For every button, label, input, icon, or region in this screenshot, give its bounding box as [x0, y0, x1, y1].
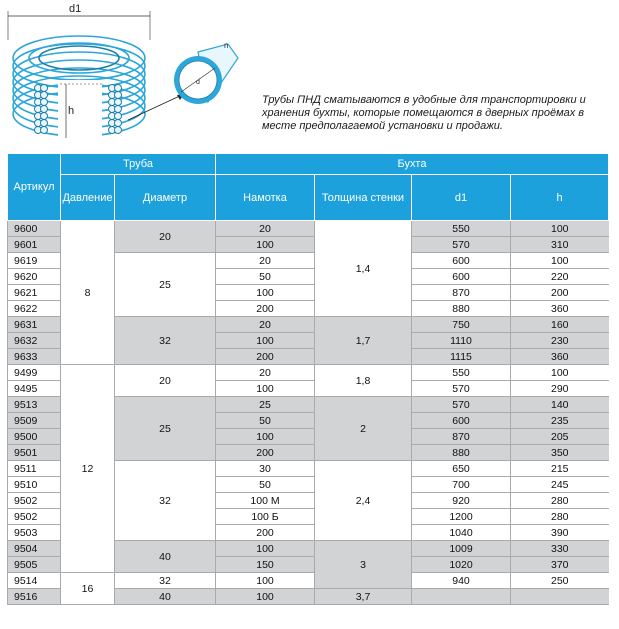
h-cell: 245	[511, 477, 609, 493]
diameter-cell: 32	[115, 573, 216, 589]
article-cell: 9502	[8, 493, 61, 509]
article-cell: 9510	[8, 477, 61, 493]
article-cell: 9600	[8, 221, 61, 237]
winding-cell: 150	[216, 557, 315, 573]
winding-cell: 100	[216, 285, 315, 301]
d1-cell: 940	[412, 573, 511, 589]
article-cell: 9501	[8, 445, 61, 461]
article-cell: 9499	[8, 365, 61, 381]
h-dimension-label: h	[68, 105, 75, 117]
d1-cell: 870	[412, 285, 511, 301]
article-cell: 9503	[8, 525, 61, 541]
d1-cell: 750	[412, 317, 511, 333]
h-cell: 230	[511, 333, 609, 349]
d1-cell	[412, 589, 511, 605]
article-cell: 9621	[8, 285, 61, 301]
article-cell: 9516	[8, 589, 61, 605]
h-cell: 235	[511, 413, 609, 429]
article-cell: 9509	[8, 413, 61, 429]
winding-cell: 20	[216, 317, 315, 333]
winding-cell: 100 М	[216, 493, 315, 509]
winding-cell: 25	[216, 397, 315, 413]
h-cell: 215	[511, 461, 609, 477]
h-cell: 330	[511, 541, 609, 557]
table-row	[8, 221, 609, 237]
winding-cell: 200	[216, 445, 315, 461]
winding-cell: 200	[216, 349, 315, 365]
article-cell: 9511	[8, 461, 61, 477]
header-pipe: Труба	[61, 154, 216, 175]
article-cell: 9514	[8, 573, 61, 589]
wall-cell: 1,7	[315, 317, 412, 365]
header-diameter: Диаметр	[115, 175, 216, 221]
pointer-arrow	[128, 94, 184, 120]
article-cell: 9504	[8, 541, 61, 557]
winding-cell: 20	[216, 221, 315, 237]
h-cell: 200	[511, 285, 609, 301]
d1-cell: 1115	[412, 349, 511, 365]
winding-cell: 100	[216, 381, 315, 397]
header-h: h	[511, 175, 609, 221]
h-cell: 360	[511, 349, 609, 365]
header-article: Артикул	[8, 154, 61, 221]
h-cell: 205	[511, 429, 609, 445]
d1-cell: 1020	[412, 557, 511, 573]
header-winding: Намотка	[216, 175, 315, 221]
h-cell: 140	[511, 397, 609, 413]
coil-spec-table	[7, 153, 609, 605]
h-cell: 280	[511, 509, 609, 525]
wall-cell: 3,7	[315, 589, 412, 605]
diameter-cell: 25	[115, 397, 216, 461]
diameter-cell: 20	[115, 365, 216, 397]
d1-cell: 550	[412, 221, 511, 237]
diameter-cell: 32	[115, 317, 216, 365]
h-cell: 280	[511, 493, 609, 509]
winding-cell: 200	[216, 301, 315, 317]
d1-cell: 880	[412, 445, 511, 461]
h-cell: 290	[511, 381, 609, 397]
h-cell: 220	[511, 269, 609, 285]
winding-cell: 20	[216, 365, 315, 381]
h-cell: 100	[511, 221, 609, 237]
diameter-cell: 40	[115, 589, 216, 605]
winding-cell: 100	[216, 573, 315, 589]
article-cell: 9632	[8, 333, 61, 349]
h-cell: 390	[511, 525, 609, 541]
d1-cell: 1200	[412, 509, 511, 525]
h-cell: 370	[511, 557, 609, 573]
pressure-cell: 16	[61, 573, 115, 605]
h-cell: 250	[511, 573, 609, 589]
wall-cell: 2,4	[315, 461, 412, 541]
winding-cell: 100	[216, 589, 315, 605]
d1-cell: 550	[412, 365, 511, 381]
d1-cell: 570	[412, 237, 511, 253]
article-cell: 9619	[8, 253, 61, 269]
h-cell: 160	[511, 317, 609, 333]
wall-cell: 2	[315, 397, 412, 461]
article-cell: 9622	[8, 301, 61, 317]
winding-cell: 30	[216, 461, 315, 477]
winding-cell: 100	[216, 333, 315, 349]
d1-cell: 1110	[412, 333, 511, 349]
diameter-cell: 20	[115, 221, 216, 253]
d1-cell: 700	[412, 477, 511, 493]
winding-cell: 20	[216, 253, 315, 269]
pressure-cell: 12	[61, 365, 115, 573]
diameter-cell: 25	[115, 253, 216, 317]
article-cell: 9502	[8, 509, 61, 525]
h-cell: 100	[511, 253, 609, 269]
d1-cell: 650	[412, 461, 511, 477]
d1-cell: 600	[412, 413, 511, 429]
d1-cell: 570	[412, 397, 511, 413]
winding-cell: 100	[216, 237, 315, 253]
wall-thickness-label: n	[224, 41, 229, 50]
table-row	[8, 365, 609, 381]
winding-cell: 200	[216, 525, 315, 541]
winding-cell: 50	[216, 477, 315, 493]
article-cell: 9513	[8, 397, 61, 413]
article-cell: 9601	[8, 237, 61, 253]
h-cell: 310	[511, 237, 609, 253]
d1-cell: 870	[412, 429, 511, 445]
h-cell: 350	[511, 445, 609, 461]
article-cell: 9620	[8, 269, 61, 285]
pressure-cell: 8	[61, 221, 115, 365]
coil-description: Трубы ПНД сматываются в удобные для транспортировки и хранения бухты, которые помещаются в дверных проёмах в месте предполагаемой установки и продажи.	[262, 94, 586, 132]
d1-cell: 920	[412, 493, 511, 509]
header-d1: d1	[412, 175, 511, 221]
winding-cell: 100 Б	[216, 509, 315, 525]
article-cell: 9633	[8, 349, 61, 365]
wall-cell: 3	[315, 541, 412, 589]
article-cell: 9505	[8, 557, 61, 573]
header-coil: Бухта	[216, 154, 609, 175]
article-cell: 9631	[8, 317, 61, 333]
d1-cell: 600	[412, 253, 511, 269]
d1-cell: 1040	[412, 525, 511, 541]
winding-cell: 100	[216, 541, 315, 557]
d1-cell: 600	[412, 269, 511, 285]
wall-cell: 1,8	[315, 365, 412, 397]
h-cell	[511, 589, 609, 605]
winding-cell: 50	[216, 413, 315, 429]
pipe-section-icon	[174, 44, 238, 104]
diameter-cell: 32	[115, 461, 216, 541]
table-row	[8, 573, 609, 589]
header-pressure: Давление	[61, 175, 115, 221]
d1-cell: 880	[412, 301, 511, 317]
h-cell: 100	[511, 365, 609, 381]
d1-dimension-label: d1	[69, 3, 82, 15]
wall-cell: 1,4	[315, 221, 412, 317]
diameter-cell: 40	[115, 541, 216, 573]
winding-cell: 50	[216, 269, 315, 285]
article-cell: 9495	[8, 381, 61, 397]
diameter-symbol-label: d	[196, 79, 200, 86]
d1-cell: 570	[412, 381, 511, 397]
article-cell: 9500	[8, 429, 61, 445]
h-cell: 360	[511, 301, 609, 317]
winding-cell: 100	[216, 429, 315, 445]
d1-cell: 1009	[412, 541, 511, 557]
header-wall: Толщина стенки	[315, 175, 412, 221]
